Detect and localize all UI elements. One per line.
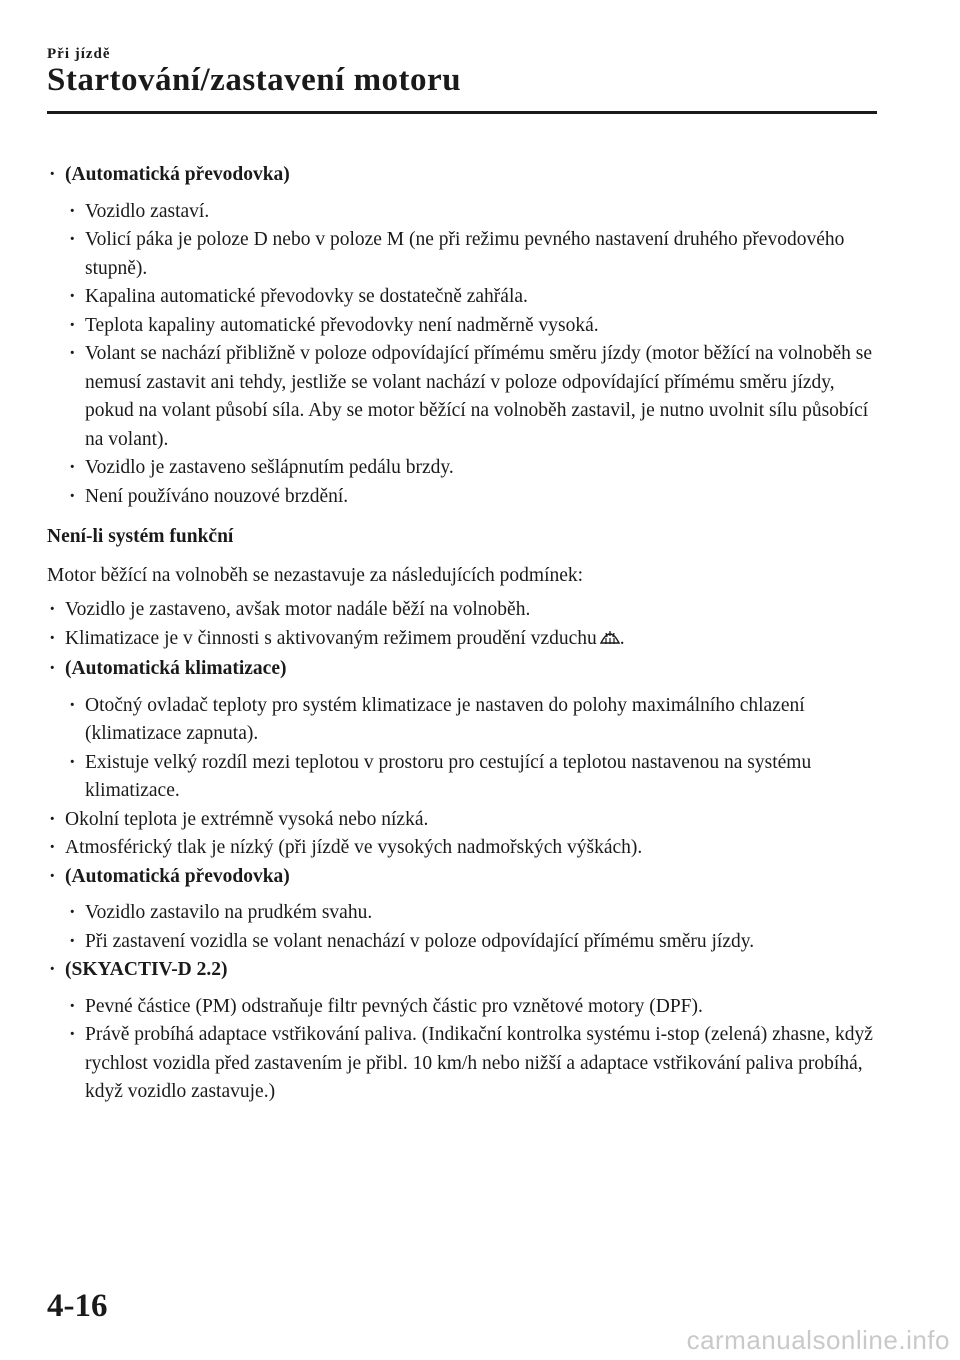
intro-paragraph: Motor běžící na volnoběh se nezastavuje za následujících podmínek: <box>47 564 584 586</box>
bullet-heading: · (Automatická převodovka) <box>47 161 885 190</box>
sub-bullet: · Kapalina automatické převodovky se dostatečně zahřála. <box>47 283 885 312</box>
sub-bullet: · Právě probíhá adaptace vstřikování paliva. (Indikační kontrolka systému i-stop (zelená) zhasne, když rychlost vozidla před zastavením je přibl. 10 km/h nebo nižší a adaptace vstřikování paliva probíhá, když vozidlo zastavuje.) <box>47 1021 885 1107</box>
sub-bullet: · Při zastavení vozidla se volant nenachází v poloze odpovídající přímému směru jízdy. <box>47 928 885 957</box>
windshield-defrost-icon <box>600 627 620 656</box>
sub-bullet: · Vozidlo zastavilo na prudkém svahu. <box>47 899 885 928</box>
sub-bullet: · Volicí páka je poloze D nebo v poloze M (ne při režimu pevného nastavení druhého převodového stupně). <box>47 226 885 283</box>
page-number: 4-16 <box>47 1288 108 1324</box>
bullet-item: · Vozidlo je zastaveno, avšak motor nadále běží na volnoběh. <box>47 596 885 625</box>
bullet-item: · Atmosférický tlak je nízký (při jízdě ve vysokých nadmořských výškách). <box>47 834 885 863</box>
watermark: carmanualsonline.info <box>686 1325 950 1355</box>
bullet-heading: · (Automatická klimatizace) <box>47 655 885 684</box>
sub-bullet: · Teplota kapaliny automatické převodovky není nadměrně vysoká. <box>47 312 885 341</box>
bullet-text: Klimatizace je v činnosti s aktivovaným režimem proudění vzduchu <box>65 627 597 649</box>
title-rule <box>47 111 877 114</box>
sub-bullet: · Existuje velký rozdíl mezi teplotou v prostoru pro cestující a teplotou nastavenou na systému klimatizace. <box>47 749 885 806</box>
bullet-heading: · (Automatická převodovka) <box>47 863 885 892</box>
section-label: Při jízdě <box>47 46 111 62</box>
bullet-text-end: . <box>619 627 625 649</box>
sub-bullet: · Vozidlo je zastaveno sešlápnutím pedálu brzdy. <box>47 454 885 483</box>
page-title: Startování/zastavení motoru <box>47 62 462 98</box>
page-content <box>47 161 885 1107</box>
bullet-item <box>47 625 885 656</box>
subheading: Není-li systém funkční <box>47 526 234 547</box>
sub-bullet: · Otočný ovladač teploty pro systém klimatizace je nastaven do polohy maximálního chlazení (klimatizace zapnuta). <box>47 692 885 749</box>
sub-bullet: · Pevné částice (PM) odstraňuje filtr pevných částic pro vznětové motory (DPF). <box>47 993 885 1022</box>
sub-bullet: · Vozidlo zastaví. <box>47 198 885 227</box>
bullet-heading: · (SKYACTIV-D 2.2) <box>47 956 885 985</box>
sub-bullet: · Volant se nachází přibližně v poloze odpovídající přímému směru jízdy (motor běžící na volnoběh se nemusí zastavit ani tehdy, jestliže se volant nachází v poloze odpovídající přímému směru jízdy, pokud na volant působí síla. Aby se motor běžící na volnoběh zastavil, je nutno uvolnit sílu působící na volant). <box>47 340 885 454</box>
bullet-item: · Okolní teplota je extrémně vysoká nebo nízká. <box>47 806 885 835</box>
sub-bullet: · Není používáno nouzové brzdění. <box>47 483 885 512</box>
